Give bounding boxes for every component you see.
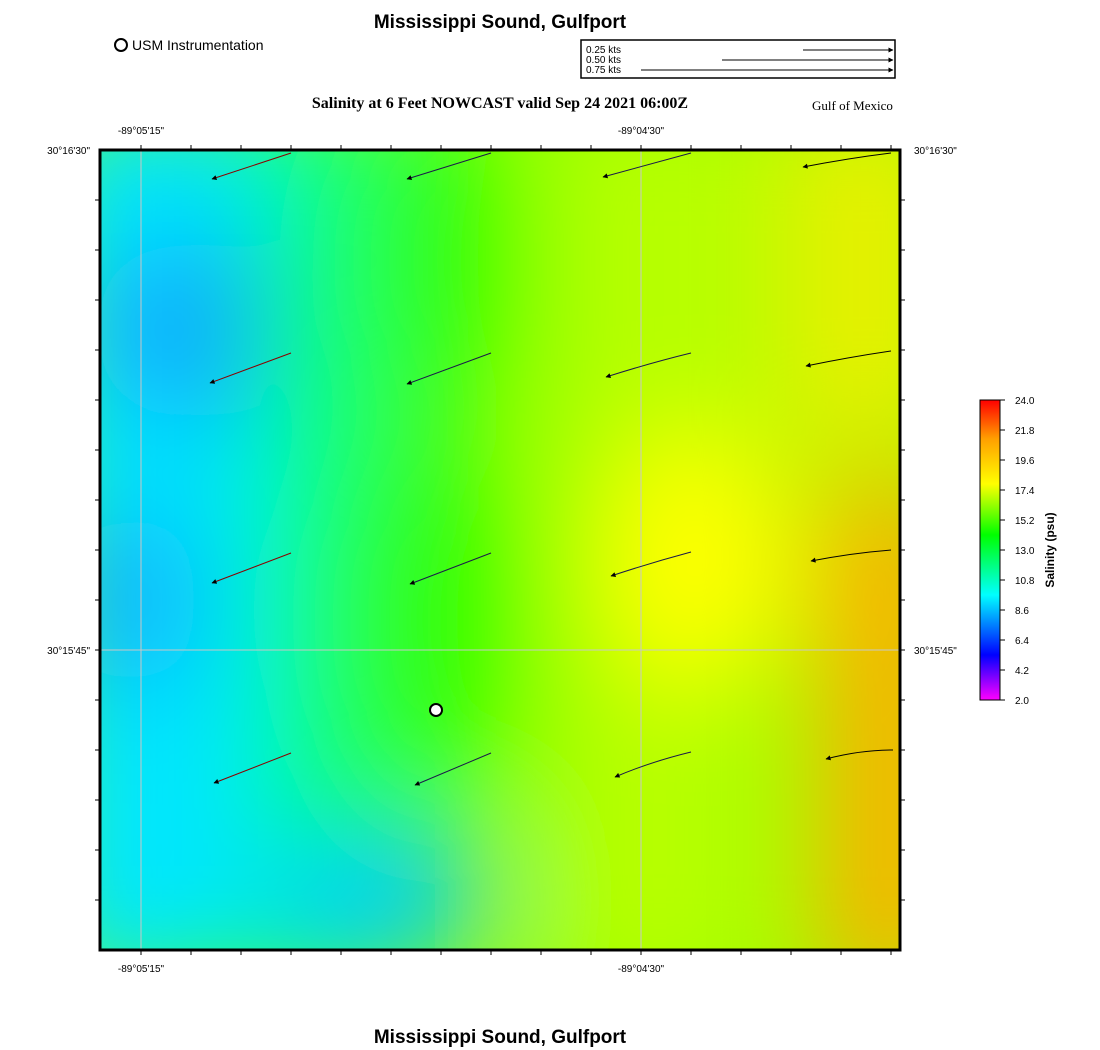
lat-tick-right-1: 30°16'30"	[914, 146, 957, 157]
colorbar-tick: 2.0	[1015, 696, 1029, 707]
colorbar-tick: 17.4	[1015, 486, 1035, 497]
salinity-colorbar	[980, 396, 1057, 707]
colorbar-tick: 6.4	[1015, 636, 1029, 647]
lon-tick-bottom-1: -89°05'15"	[117, 964, 165, 975]
colorbar-tick: 21.8	[1015, 426, 1035, 437]
colorbar-tick: 10.8	[1015, 576, 1035, 587]
colorbar-tick: 13.0	[1015, 546, 1035, 557]
map-subtitle: Salinity at 6 Feet NOWCAST valid Sep 24 2021 06:00Z	[311, 95, 689, 112]
region-label: Gulf of Mexico	[812, 98, 893, 113]
map-title-bottom: Mississippi Sound, Gulfport	[373, 1027, 627, 1048]
lat-tick-left-1: 30°16'30"	[47, 146, 90, 157]
colorbar-tick: 19.6	[1015, 456, 1035, 467]
instrument-legend-label: USM Instrumentation	[132, 37, 264, 53]
scale-label-0-75: 0.75 kts	[586, 65, 622, 76]
vector-scale-legend	[581, 40, 895, 78]
scale-label-0-25: 0.25 kts	[586, 45, 622, 56]
lon-tick-bottom-2: -89°04'30"	[617, 964, 665, 975]
map-title-top: Mississippi Sound, Gulfport	[373, 12, 627, 33]
scale-label-0-50: 0.50 kts	[586, 55, 622, 66]
lat-tick-left-2: 30°15'45"	[47, 646, 90, 657]
lon-tick-top-2: -89°04'30"	[617, 126, 665, 137]
colorbar-tick: 24.0	[1015, 396, 1035, 407]
instrument-station-marker	[430, 704, 442, 716]
colorbar-tick: 8.6	[1015, 606, 1029, 617]
colorbar-tick: 15.2	[1015, 516, 1035, 527]
colorbar-tick: 4.2	[1015, 666, 1029, 677]
lat-tick-right-2: 30°15'45"	[914, 646, 957, 657]
salinity-field	[40, 90, 960, 1000]
colorbar-title: Salinity (psu)	[1043, 512, 1057, 588]
lon-tick-top-1: -89°05'15"	[117, 126, 165, 137]
